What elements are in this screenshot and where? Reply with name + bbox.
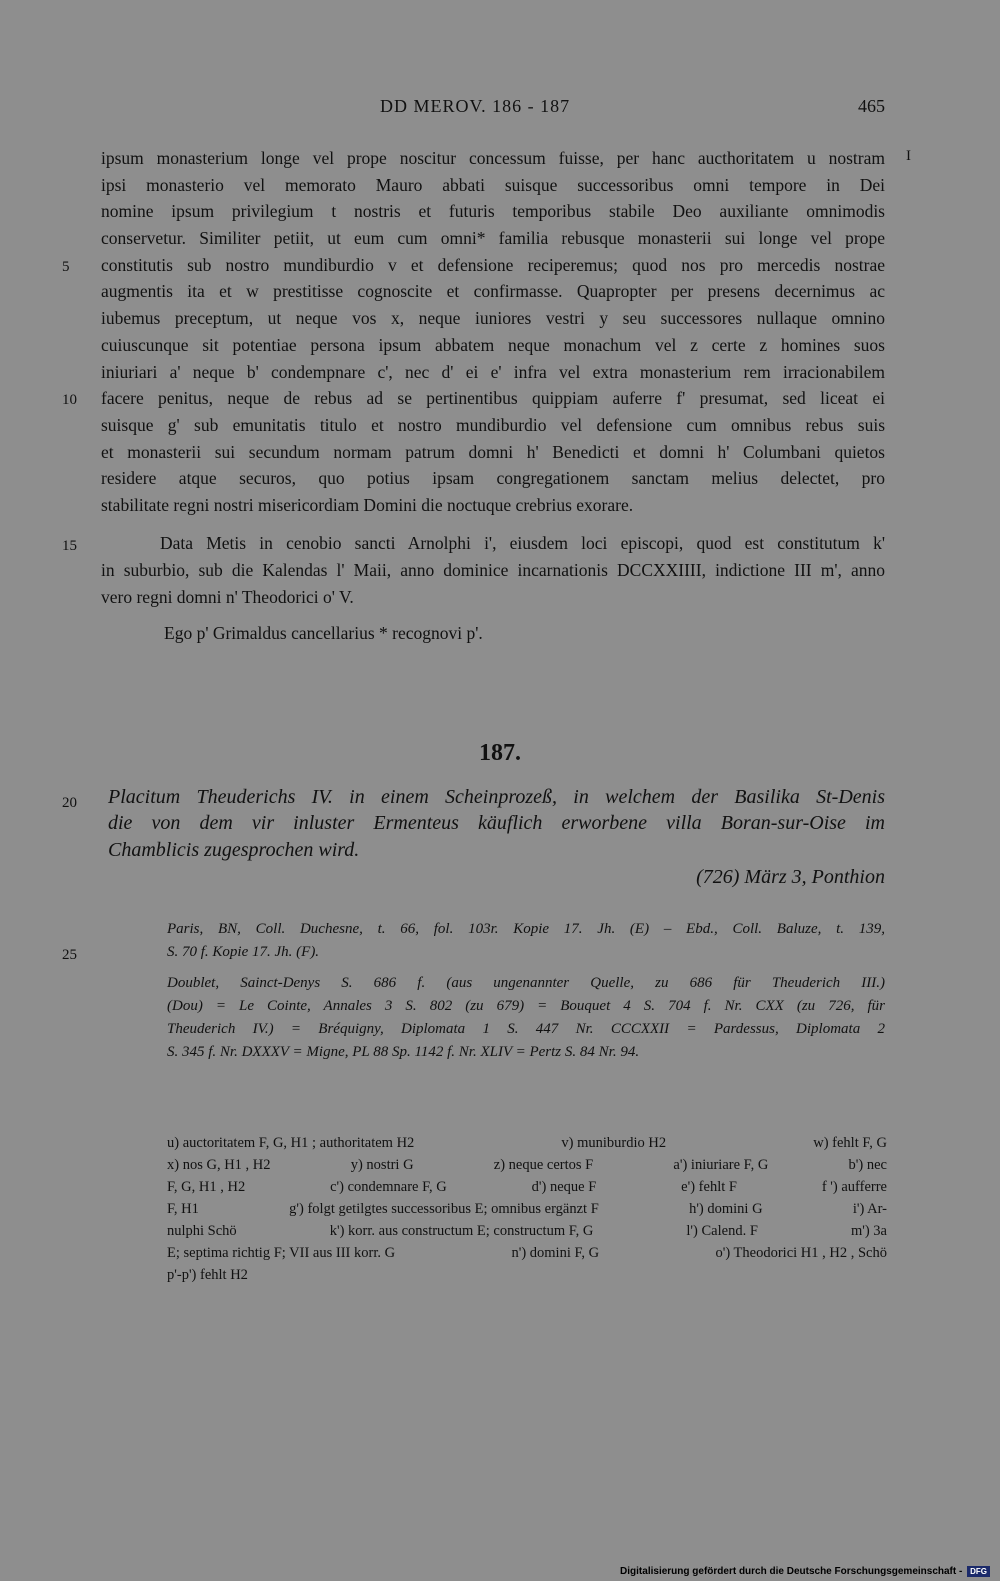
body-line: suisque g' sub emunitatis titulo et nostro mundiburdio vel defensione cum omnibus rebus suis <box>101 415 885 435</box>
body-line: iubemus preceptum, ut neque vos x, neque iuniores vestri y seu successores nullaque omnino <box>101 308 885 328</box>
body-line: ipsi monasterio vel memorato Mauro abbati suisque successoribus omni tempore in Dei <box>101 175 885 195</box>
footnote: h') domini G <box>689 1201 763 1217</box>
footnote: d') neque F <box>531 1179 597 1195</box>
line-number-10: 10 <box>62 392 77 408</box>
source-line: S. 70 f. Kopie 17. Jh. (F). <box>167 944 320 960</box>
footer-text: Digitalisierung gefördert durch die Deutsche Forschungsgemeinschaft - <box>620 1566 963 1577</box>
footnote: m') 3a <box>850 1223 887 1239</box>
body-line: stabilitate regni nostri misericordiam Domini die noctuque crebrius exorare. <box>101 495 634 515</box>
footnote-row <box>167 1198 887 1220</box>
body-line: conservetur. Similiter petiit, ut eum cum omni* familia rebusque monasterii sui longe vel prope <box>101 228 885 248</box>
footnote: g') folgt getilgtes successoribus E; omnibus ergänzt F <box>289 1201 599 1217</box>
body-line: residere atque securos, quo potius ipsam congregationem sanctam melius delectet, pro <box>101 468 885 488</box>
body-line: facere penitus, neque de rebus ad se pertinentibus quippiam auferre f' presumat, sed liceat ei <box>101 388 885 408</box>
footnote: E; septima richtig F; VII aus III korr. G <box>167 1245 396 1261</box>
data-line: vero regni domni n' Theodorici o' V. <box>101 587 354 607</box>
footnote: e') fehlt F <box>681 1179 737 1195</box>
footnote-row <box>167 1220 887 1242</box>
data-line: in suburbio, sub die Kalendas l' Maii, anno dominice incarnationis DCCXXIIII, indictione III m', anno <box>101 560 885 580</box>
footnote: F, H1 <box>167 1201 199 1217</box>
regest-line: Placitum Theuderichs IV. in einem Scheinprozeß, in welchem der Basilika St-Denis <box>108 786 885 808</box>
footer-credit <box>620 1566 990 1577</box>
date-place: (726) März 3, Ponthion <box>696 866 885 888</box>
footnote: i') Ar- <box>852 1201 887 1217</box>
footnote: n') domini F, G <box>511 1245 600 1261</box>
footnote: c') condemnare F, G <box>330 1179 447 1195</box>
footnote-row <box>167 1242 887 1264</box>
line-number-15: 15 <box>62 538 77 554</box>
page-number: 465 <box>858 96 885 116</box>
edition-line: (Dou) = Le Cointe, Annales 3 S. 802 (zu 679) = Bouquet 4 S. 704 f. Nr. CXX (zu 726, für <box>167 998 885 1014</box>
body-line: nomine ipsum privilegium t nostris et futuris temporibus stabile Deo auxiliante omnimodis <box>101 201 885 221</box>
footnote: l') Calend. F <box>686 1223 758 1239</box>
footnote: p'-p') fehlt H2 <box>167 1267 248 1283</box>
line-number-25: 25 <box>62 947 77 963</box>
body-line: constitutis sub nostro mundiburdio v et defensione reciperemus; quod nos pro mercedis nostrae <box>101 255 885 275</box>
footnote: f ') aufferre <box>821 1179 887 1195</box>
footnote: nulphi Schö <box>167 1223 237 1239</box>
source-line: Paris, BN, Coll. Duchesne, t. 66, fol. 103r. Kopie 17. Jh. (E) – Ebd., Coll. Baluze, t. 139, <box>167 921 885 937</box>
footnote: b') nec <box>848 1157 887 1173</box>
footnote: o') Theodorici H1 , H2 , Schö <box>715 1245 887 1261</box>
footnote: F, G, H1 , H2 <box>167 1179 246 1195</box>
regest-line: Chamblicis zugesprochen wird. <box>108 839 360 861</box>
footnote-row <box>167 1264 887 1286</box>
line-number-5: 5 <box>62 259 70 275</box>
edition-line: S. 345 f. Nr. DXXXV = Migne, PL 88 Sp. 1142 f. Nr. XLIV = Pertz S. 84 Nr. 94. <box>167 1044 640 1060</box>
footnote: z) neque certos F <box>493 1157 594 1173</box>
footnote: x) nos G, H1 , H2 <box>167 1157 271 1173</box>
body-line: ipsum monasterium longe vel prope noscitur concessum fuisse, per hanc aucthoritatem u nostram <box>101 148 885 168</box>
body-line: iniuriari a' neque b' condempnare c', nec d' ei e' infra vel extra monasterium rem irracionabilem <box>101 362 885 382</box>
footnotes <box>167 1132 887 1286</box>
margin-mark: I <box>906 148 911 164</box>
footnote-row <box>167 1176 887 1198</box>
signature-line: Ego p' Grimaldus cancellarius * recognovi p'. <box>164 623 483 643</box>
footnote: w) fehlt F, G <box>813 1135 887 1151</box>
regest-line: die von dem vir inluster Ermenteus käuflich erworbene villa Boran-sur-Oise im <box>108 812 885 834</box>
footnote-row <box>167 1154 887 1176</box>
body-line: cuiuscunque sit potentiae persona ipsum abbatem neque monachum vel z certe z homines suos <box>101 335 885 355</box>
footnote: k') korr. aus constructum E; constructum F, G <box>329 1223 594 1239</box>
document-number: 187. <box>479 740 521 766</box>
data-line: Data Metis in cenobio sancti Arnolphi i', eiusdem loci episcopi, quod est constitutum k' <box>160 533 885 553</box>
footnote: y) nostri G <box>350 1157 414 1173</box>
line-number-20: 20 <box>62 795 77 811</box>
footnote-row <box>167 1132 887 1154</box>
body-line: augmentis ita et w prestitisse cognoscite et confirmasse. Quapropter per presens decernimus ac <box>101 281 885 301</box>
body-line: et monasterii sui secundum normam patrum domni h' Benedicti et domni h' Columbani quietos <box>101 442 885 462</box>
edition-line: Doublet, Sainct-Denys S. 686 f. (aus ungenannter Quelle, zu 686 für Theuderich III.) <box>167 975 885 991</box>
footnote: u) auctoritatem F, G, H1 ; authoritatem H2 <box>167 1135 415 1151</box>
footnote: v) muniburdio H2 <box>561 1135 667 1151</box>
footnote: a') iniuriare F, G <box>673 1157 769 1173</box>
page-header-title: DD MEROV. 186 - 187 <box>380 96 571 116</box>
dfg-logo-icon: DFG <box>967 1566 990 1577</box>
edition-line: Theuderich IV.) = Bréquigny, Diplomata 1 S. 447 Nr. CCCXXII = Pardessus, Diplomata 2 <box>167 1021 885 1037</box>
